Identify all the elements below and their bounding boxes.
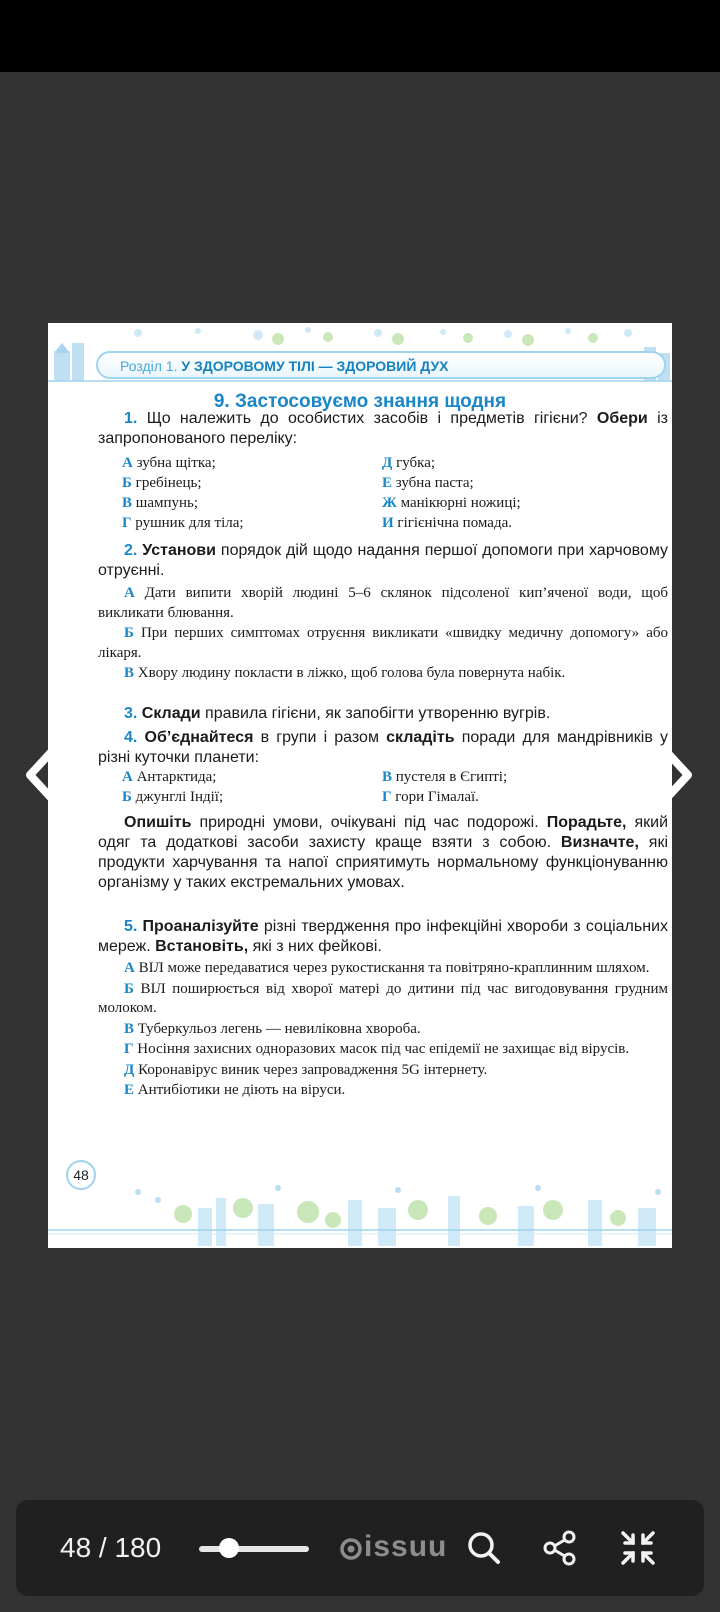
- item-text: Антибіотики не діють на віруси.: [134, 1082, 346, 1098]
- task-4-bold-1: Об’єднайтеся: [137, 729, 254, 746]
- task-2-item-a: [98, 584, 668, 623]
- item-letter: Б: [124, 980, 134, 997]
- task-5-text-1: різні твердження про інфекційні хвороби з соціальних мереж.: [98, 918, 669, 955]
- option-item: [122, 493, 244, 513]
- task-3-number: 3.: [124, 705, 138, 722]
- task-3-bold: Склади: [137, 705, 201, 722]
- task-4-text-2: поради для мандрівників у різні куточки планети:: [98, 729, 668, 766]
- option-letter: В: [382, 769, 393, 785]
- option-letter: Ж: [382, 495, 397, 511]
- task-5-item-a: [98, 959, 668, 979]
- option-text: джунглі Індії;: [131, 789, 224, 805]
- option-item: [122, 453, 244, 473]
- option-letter: Е: [382, 475, 393, 491]
- task-1-bold: Обери: [596, 410, 648, 427]
- task-1-options-right: [382, 453, 521, 533]
- task-4-bold-3: Опишіть: [124, 814, 192, 831]
- publication-page: [48, 323, 672, 1248]
- task-5-number: 5.: [124, 918, 138, 935]
- section-heading: [120, 357, 449, 375]
- task-2-bold: Установи: [137, 542, 216, 559]
- item-text: ВІЛ поширюється від хворої матері до дитини під час вигодовування грудним молоком.: [98, 980, 668, 1016]
- item-text: Дати випити хворій людині 5–6 склянок підсоленої кип’яченої води, щоб викликати блювання.: [98, 585, 668, 621]
- lesson-title: 9. Застосовуємо знання щодня: [213, 391, 507, 412]
- option-text: зубна паста;: [392, 475, 474, 491]
- task-3-text: [98, 704, 668, 724]
- page-slider-track[interactable]: [199, 1546, 309, 1552]
- brand-name: issuu: [364, 1530, 448, 1563]
- task-1-question-tail: із запропонованого переліку:: [98, 410, 668, 447]
- chevron-right-icon[interactable]: [656, 745, 696, 805]
- task-4-instructions: [98, 813, 668, 893]
- task-5-item-b: [98, 980, 668, 1019]
- option-text: пустеля в Єгипті;: [392, 769, 508, 785]
- page-counter: 48 / 180: [60, 1532, 162, 1563]
- option-letter: Г: [382, 789, 392, 805]
- option-letter: А: [122, 455, 133, 471]
- option-item: [382, 473, 521, 493]
- item-letter: Г: [124, 1041, 134, 1057]
- task-1: [98, 409, 668, 449]
- option-item: [382, 787, 507, 807]
- section-prefix: Розділ 1.: [120, 358, 178, 374]
- item-text: Носіння захисних одноразових масок під час епідемії не захищає від вірусів.: [133, 1041, 630, 1057]
- option-item: [382, 493, 521, 513]
- option-text: гребінець;: [131, 475, 202, 491]
- task-4-text-4: який одяг та додаткові засоби захисту краще взяти з собою.: [98, 814, 669, 851]
- option-text: губка;: [392, 455, 436, 471]
- option-text: гігієнічна помада.: [393, 515, 513, 531]
- option-text: манікюрні ножиці;: [396, 495, 521, 511]
- option-letter: Д: [382, 455, 393, 471]
- option-text: зубна щітка;: [132, 455, 216, 471]
- item-text: При перших симптомах отруєння викликати «швидку медичну допомогу» або лікаря.: [98, 625, 668, 661]
- task-2-item-c: [98, 664, 668, 684]
- item-letter: А: [124, 960, 135, 976]
- task-4-bold-2: складіть: [386, 729, 455, 746]
- option-letter: Б: [122, 475, 132, 491]
- item-text: ВІЛ може передаватися через рукостискання та повітряно-краплинним шляхом.: [134, 960, 650, 976]
- task-2-question: порядок дій щодо надання першої допомоги при харчовому отруєнні.: [98, 542, 668, 579]
- task-4-bold-4: Порадьте,: [546, 814, 627, 831]
- task-5-item-e: [98, 1061, 668, 1081]
- status-bar: [0, 0, 720, 72]
- exit-fullscreen-icon[interactable]: [618, 1528, 658, 1568]
- task-5-bold-1: Проаналізуйте: [137, 918, 259, 935]
- item-text: Хвору людину покласти в ліжко, щоб голова була повернута набік.: [134, 665, 566, 681]
- task-3: [98, 704, 668, 724]
- task-4-options-left: [122, 767, 223, 807]
- option-letter: В: [122, 495, 133, 511]
- option-item: [382, 453, 521, 473]
- task-3-question: правила гігієни, як запобігти утворенню вугрів.: [200, 705, 551, 722]
- task-4-number: 4.: [124, 729, 138, 746]
- page-slider-thumb[interactable]: [219, 1538, 239, 1558]
- task-1-number: 1.: [124, 410, 138, 427]
- option-item: [382, 767, 507, 787]
- option-item: [122, 787, 223, 807]
- task-4-instructions-text: [98, 813, 668, 893]
- issuu-logo-icon: [339, 1531, 363, 1565]
- item-letter: В: [124, 1020, 135, 1037]
- task-5-bold-2: Встановіть,: [155, 938, 249, 955]
- task-5-item-f: [98, 1081, 668, 1101]
- option-item: [122, 473, 244, 493]
- search-icon[interactable]: [464, 1528, 504, 1568]
- option-text: гори Гімалаї.: [391, 789, 479, 805]
- option-text: Антарктида;: [132, 769, 217, 785]
- item-letter: А: [124, 585, 135, 601]
- option-letter: А: [122, 769, 133, 785]
- page-number-badge: 48: [66, 1160, 96, 1190]
- option-item: [122, 767, 223, 787]
- task-4-text-1: в групи і разом: [253, 729, 387, 746]
- task-1-question: Що належить до особистих засобів і предметів гігієни?: [137, 410, 588, 427]
- task-2-number: 2.: [124, 542, 138, 559]
- task-4-text-5: які продукти харчування та напої сприятимуть нормальному функціонуванню організму у таких екстремальних умовах.: [98, 834, 668, 891]
- item-letter: Е: [124, 1082, 135, 1098]
- chevron-left-icon[interactable]: [22, 745, 62, 805]
- option-letter: Б: [122, 789, 132, 805]
- task-1-text: [98, 409, 668, 449]
- task-1-options-left: [122, 453, 244, 533]
- item-text: Коронавірус виник через запровадження 5G інтернету.: [134, 1061, 488, 1078]
- task-4-text: [98, 728, 668, 768]
- task-2: [98, 541, 668, 684]
- option-item: [122, 513, 244, 533]
- task-4-bold-5: Визначте,: [560, 834, 639, 851]
- option-letter: Г: [122, 515, 132, 531]
- task-4-text-3: природні умови, очікувані під час подорожі.: [191, 814, 547, 831]
- task-5-text: [98, 917, 668, 957]
- share-icon[interactable]: [540, 1528, 580, 1568]
- option-text: шампунь;: [132, 495, 199, 511]
- task-4: [98, 728, 668, 768]
- option-item: [382, 513, 521, 533]
- task-4-options-right: [382, 767, 507, 807]
- option-letter: И: [382, 515, 394, 531]
- task-5-item-d: [98, 1040, 668, 1060]
- task-5-item-c: [98, 1020, 668, 1040]
- option-text: рушник для тіла;: [131, 515, 244, 531]
- viewer-toolbar: [16, 1500, 704, 1596]
- item-letter: Д: [124, 1061, 135, 1078]
- item-text: Туберкульоз легень — невиліковна хвороба.: [134, 1020, 421, 1037]
- item-letter: В: [124, 665, 135, 681]
- task-2-item-b: [98, 624, 668, 663]
- task-5-text-2: які з них фейкові.: [248, 938, 382, 955]
- item-letter: Б: [124, 625, 134, 641]
- section-title: У ЗДОРОВОМУ ТІЛІ — ЗДОРОВИЙ ДУХ: [181, 358, 449, 374]
- bottom-cityscape-decoration: [48, 1178, 672, 1248]
- task-5: [98, 917, 668, 1101]
- task-2-text: [98, 541, 668, 581]
